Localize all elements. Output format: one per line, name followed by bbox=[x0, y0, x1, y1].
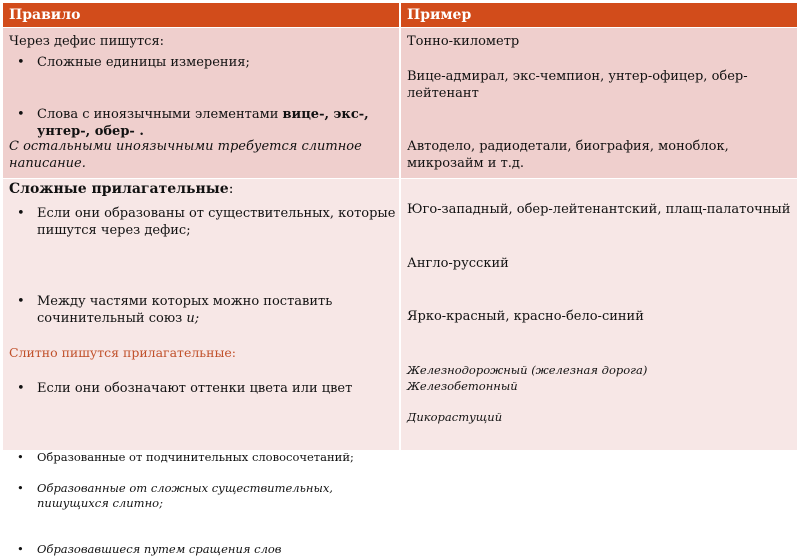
note: С остальными иноязычными требуется слитное написание. bbox=[9, 139, 362, 171]
row2-example bbox=[401, 179, 797, 450]
bullet: • Если они образованы от существительных, которые пишутся через дефис; bbox=[15, 205, 399, 239]
row2-rule bbox=[3, 179, 399, 556]
row1-rule bbox=[3, 28, 399, 178]
example: Тонно-километр bbox=[407, 34, 520, 49]
colon: : bbox=[228, 181, 234, 197]
bullet bbox=[15, 106, 399, 140]
example: Автодело, радиодетали, биография, моноблок, микрозайм и т.д. bbox=[407, 139, 729, 171]
rules-table bbox=[3, 3, 797, 556]
sub-bullet: • Образованные от подчинительных словосочетаний; bbox=[15, 450, 399, 465]
example: Дикорастущий bbox=[407, 410, 503, 424]
title bbox=[9, 181, 393, 198]
header-rule: Правило bbox=[3, 3, 399, 27]
bold-text: вице-, экс-, унтер-, обер- . bbox=[37, 107, 369, 139]
bullet: • Если они обозначают оттенки цвета или цвет bbox=[15, 380, 399, 397]
example: Железобетонный bbox=[407, 379, 518, 393]
text: Слова с иноязычными элементами bbox=[37, 107, 283, 122]
intro: Через дефис пишутся: bbox=[9, 34, 165, 49]
bullet bbox=[15, 293, 399, 327]
italic-text: и; bbox=[186, 311, 200, 326]
sub-bullet: • Образовавшиеся путем сращения слов bbox=[15, 542, 399, 557]
header-example: Пример bbox=[401, 3, 797, 27]
text: Между частями которых можно поставить сочинительный союз bbox=[37, 294, 333, 326]
example: Юго-западный, обер-лейтенантский, плащ-палаточный bbox=[407, 202, 791, 217]
row1-example bbox=[401, 28, 797, 178]
example: Англо-русский bbox=[407, 256, 509, 271]
example: Вице-адмирал, экс-чемпион, унтер-офицер, обер-лейтенант bbox=[407, 69, 748, 101]
example: Ярко-красный, красно-бело-синий bbox=[407, 309, 644, 324]
title-bold: Сложные прилагательные bbox=[9, 181, 229, 197]
bullet: • Сложные единицы измерения; bbox=[15, 54, 399, 71]
sub-bullet: • Образованные от сложных существительных, пишущихся слитно; bbox=[15, 481, 399, 511]
subtitle: Слитно пишутся прилагательные: bbox=[9, 345, 237, 360]
example: Железнодорожный (железная дорога) bbox=[407, 363, 648, 377]
